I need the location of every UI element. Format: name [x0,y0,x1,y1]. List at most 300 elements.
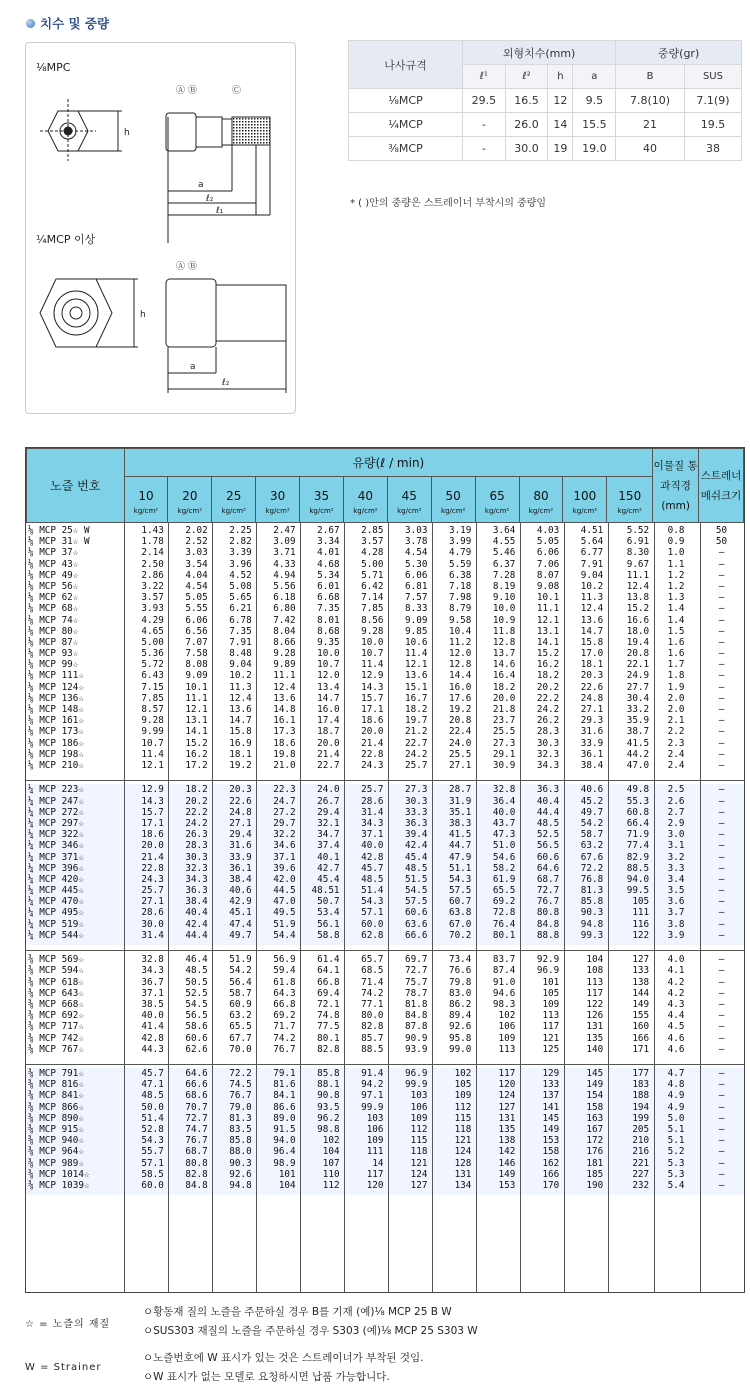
table-cell: 68.7 [185,1146,208,1158]
table-cell: 9.28 [141,715,164,727]
nozzle-number: ⅜ MCP 964☆ [28,1146,84,1158]
table-cell: 6.78 [229,614,252,626]
table-cell: 2.85 [361,525,384,536]
pressure-value: 25 [226,488,242,503]
dimension-table [348,40,742,161]
table-cell: 20.0 [141,840,164,852]
table-cell: 90.9 [405,1032,428,1044]
table-row [26,954,744,965]
table-cell: 111 [632,907,650,919]
table-cell: 36.3 [536,784,560,796]
table-cell: 74.7 [185,1123,208,1135]
table-cell: 109 [366,1135,384,1147]
group-separator [26,1064,744,1065]
table-cell: 1.1 [667,558,685,570]
table-cell: 11.4 [361,659,384,671]
table-cell: 39.4 [405,829,428,841]
table-cell: 6.06 [536,547,560,559]
table-cell: 54.3 [141,1135,164,1147]
table-cell: 72.7 [536,885,560,897]
table-cell: 12.4 [626,580,650,592]
table-cell: 126 [586,1010,604,1022]
marker-b: Ⓑ [188,86,198,96]
table-cell: 87.4 [492,965,516,977]
table-cell: – [718,737,725,749]
table-cell: 30.3 [536,737,560,749]
table-cell: 36.3 [185,885,208,897]
table-row [26,715,744,726]
pressure-unit: kg/cm² [484,506,510,515]
table-cell: 5.55 [185,603,208,615]
table-cell: 2.52 [185,536,208,548]
flow-table-header [26,448,744,523]
table-cell: 11.4 [405,648,428,660]
table-cell: – [718,1043,725,1055]
table-cell: 9.28 [361,625,384,637]
table-cell: 9.28 [273,648,296,660]
table-row [26,626,744,637]
table-cell: 16.1 [273,715,296,727]
table-cell: 54.4 [273,929,296,941]
table-cell: 71.7 [273,1021,296,1033]
table-row [26,930,744,941]
cell: 19 [548,137,573,161]
table-cell: 113 [542,1010,560,1022]
table-cell: 15.2 [185,737,208,749]
table-cell: 8.33 [405,603,428,615]
table-cell: 121 [454,1135,472,1147]
nozzle-number: ¼ MCP 247☆ [28,795,84,807]
table-cell: 4.8 [667,1079,685,1091]
table-cell: 232 [632,1179,650,1191]
table-cell: 149 [632,998,650,1010]
table-row [26,1135,744,1146]
table-cell: 6.06 [405,569,428,581]
table-cell: 25.5 [448,748,472,760]
table-cell: 102 [498,1010,516,1022]
table-cell: – [718,704,725,715]
table-cell: 31.6 [580,726,604,738]
table-cell: 5.36 [141,648,164,660]
table-cell: 10.0 [317,648,340,660]
table-cell: 171 [632,1043,650,1055]
table-cell: 58.8 [317,929,340,941]
nozzle-number: ⅛ MCP 74☆ [28,614,79,626]
table-cell: 80.0 [361,1010,384,1022]
nozzle-number: ¼ MCP 223☆ [28,784,84,796]
table-cell: 16.0 [448,681,472,693]
table-cell: – [718,681,725,693]
table-cell: 31.6 [229,840,252,852]
table-cell: 88.8 [536,929,560,941]
table-cell: 56.1 [317,918,340,930]
table-cell: 49.5 [273,907,296,919]
table-cell: 4.3 [667,998,685,1010]
table-cell: 149 [542,1123,560,1135]
table-row [26,1021,744,1032]
column-divider [124,523,125,1292]
table-cell: 40.6 [229,885,252,897]
table-cell: 74.8 [317,1010,340,1022]
table-cell: 106 [498,1021,516,1033]
table-cell: 2.02 [185,525,208,536]
table-cell: 49.8 [626,784,650,796]
table-cell: 37.1 [141,987,164,999]
table-cell: 87.8 [405,1021,428,1033]
table-cell: 10.7 [317,659,340,671]
table-cell: 66.6 [185,1079,208,1091]
table-cell: 49.7 [580,806,604,818]
table-cell: 11.2 [448,636,472,648]
table-cell: 82.8 [317,1043,340,1055]
table-cell: 70.0 [229,1043,252,1055]
table-cell: 22.2 [185,806,208,818]
table-cell: 2.47 [273,525,296,536]
nozzle-number: ¼ MCP 544☆ [28,929,84,941]
table-cell: 13.8 [626,592,650,604]
table-row [26,1146,744,1157]
table-cell: 3.6 [667,896,685,908]
table-cell: 15.8 [580,636,604,648]
table-cell: 24.2 [536,704,560,715]
table-cell: 80.8 [536,907,560,919]
table-cell: 17.1 [141,817,164,829]
table-cell: 8.04 [273,625,296,637]
table-cell: 14.3 [361,681,384,693]
table-cell: 115 [410,1135,428,1147]
outer-dim-header: 외형치수(mm) [463,41,616,65]
table-cell: 4.9 [667,1090,685,1102]
table-cell: 2.7 [667,806,685,818]
legend-line: ㅇ노즐번호에 W 표시가 있는 것은 스트레이너가 부착된 것임. [143,1352,424,1364]
pressure-header-cell [563,477,607,523]
table-cell: 12.4 [580,603,604,615]
table-cell: 1.8 [667,670,685,682]
table-cell: 40.0 [141,1010,164,1022]
table-cell: 72.8 [492,907,516,919]
table-cell: 5.30 [405,558,428,570]
nozzle-number: ¼ MCP 396☆ [28,862,84,874]
section-title-text: 치수 및 중량 [40,16,110,31]
table-cell: 99.5 [626,885,650,897]
table-cell: 50.5 [185,976,208,988]
table-cell: 7.58 [185,648,208,660]
table-row [26,784,744,795]
pressure-unit: kg/cm² [617,506,642,515]
cell: 26.0 [505,113,548,137]
table-cell: 47.1 [141,1079,164,1091]
table-cell: 3.71 [273,547,296,559]
nozzle-number: ¼ MCP 445☆ [28,885,84,897]
table-cell: 4.9 [667,1101,685,1113]
pressure-header-cell [212,477,256,523]
table-cell: 50.0 [141,1101,164,1113]
table-cell: – [718,829,725,841]
table-cell: 60.8 [626,806,650,818]
table-row [26,863,744,874]
table-cell: 93.5 [317,1101,340,1113]
table-row [26,907,744,918]
table-cell: 5.1 [667,1135,685,1147]
table-row [26,760,744,771]
table-cell: 185 [586,1168,604,1180]
pressure-unit: kg/cm² [572,506,598,515]
table-cell: 68.7 [536,873,560,885]
table-cell: 66.6 [405,929,428,941]
table-cell: 1.5 [667,625,685,637]
cell: 12 [548,89,573,113]
table-cell: 8.19 [492,580,516,592]
pressure-unit: kg/cm² [265,506,290,515]
table-cell: 34.6 [273,840,296,852]
nozzle-number: ⅜ MCP 668☆ [28,998,84,1010]
table-cell: 41.5 [448,829,472,841]
table-cell: 47.9 [448,851,472,863]
table-cell: 58.6 [185,1021,208,1033]
table-row [26,919,744,930]
table-cell: – [718,625,725,637]
table-cell: 10.1 [185,681,208,693]
table-cell: – [718,670,725,682]
table-row [26,704,744,715]
table-cell: – [718,603,725,615]
pressure-header-cell [168,477,212,523]
table-cell: 58.7 [580,829,604,841]
table-cell: 4.6 [667,1032,685,1044]
table-cell: – [718,784,725,796]
table-cell: 104 [322,1146,340,1158]
table-cell: 65.5 [492,885,516,897]
nozzle-number: ⅜ MCP 890☆ [28,1112,84,1124]
table-cell: 5.56 [273,580,296,592]
table-cell: 103 [410,1090,428,1102]
table-cell: 3.22 [141,580,164,592]
table-cell: 4.0 [667,954,685,966]
table-cell: 101 [542,976,560,988]
table-cell: 142 [498,1146,516,1158]
nozzle-number: ⅛ MCP 111☆ [28,670,84,682]
table-cell: 181 [586,1157,604,1169]
table-cell: 14.8 [273,704,296,715]
table-cell: 170 [542,1179,560,1191]
table-cell: 10.7 [141,737,164,749]
table-cell: 77.1 [361,998,384,1010]
table-cell: 72.1 [317,998,340,1010]
table-cell: 10.0 [492,603,516,615]
table-cell: 85.8 [580,896,604,908]
cell: 15.5 [573,113,616,137]
table-cell: 16.2 [185,748,208,760]
table-cell: – [718,1123,725,1135]
table-cell: 38.4 [185,896,208,908]
table-cell: 5.0 [667,1112,685,1124]
table-cell: 14.4 [448,670,472,682]
table-cell: 32.1 [317,817,340,829]
table-row [26,581,744,592]
table-cell: 44.4 [185,929,208,941]
table-cell: 5.52 [626,525,650,536]
table-cell: 88.5 [626,862,650,874]
nozzle-number: ⅛ MCP 80☆ [28,625,79,637]
table-cell: 118 [454,1123,472,1135]
table-cell: 45.7 [141,1068,164,1079]
table-cell: 3.0 [667,829,685,841]
table-cell: 3.93 [141,603,164,615]
table-cell: – [718,1157,725,1169]
table-cell: 41.5 [626,737,650,749]
table-cell: 91.5 [273,1123,296,1135]
table-cell: – [718,1010,725,1022]
table-cell: 25.7 [405,759,428,771]
table-cell: 11.1 [536,603,560,615]
table-cell: 117 [542,1021,560,1033]
table-cell: 155 [632,1010,650,1022]
nozzle-body-1 [166,113,196,151]
table-cell: 30.3 [185,851,208,863]
table-cell: 124 [454,1146,472,1158]
table-cell: 89.0 [273,1112,296,1124]
table-cell: 19.8 [273,748,296,760]
cell: 7.1(9) [684,89,741,113]
table-cell: 25.5 [492,726,516,738]
table-row [26,796,744,807]
cell: 19.5 [684,113,741,137]
table-cell: 4.7 [667,1068,685,1079]
table-cell: 2.4 [667,759,685,771]
table-cell: 163 [586,1112,604,1124]
table-row [26,1180,744,1191]
table-cell: 33.9 [580,737,604,749]
table-cell: 44.7 [448,840,472,852]
table-cell: 120 [498,1079,516,1091]
table-cell: – [718,1112,725,1124]
table-cell: 166 [632,1032,650,1044]
table-cell: – [718,659,725,671]
table-cell: 1.2 [667,580,685,592]
table-cell: 62.6 [185,1043,208,1055]
table-cell: 122 [632,929,650,941]
bullet-icon [26,19,35,28]
table-row [26,592,744,603]
table-cell: 85.8 [229,1135,252,1147]
column-divider [654,523,655,1292]
pressure-value: 100 [573,488,597,503]
table-cell: – [718,840,725,852]
nozzle-number: ⅜ MCP 742☆ [28,1032,84,1044]
pressure-value: 45 [401,488,417,503]
table-cell: 205 [632,1123,650,1135]
table-row [26,896,744,907]
table-cell: 54.2 [229,965,252,977]
table-cell: 18.0 [626,625,650,637]
column-divider [300,523,301,1292]
table-cell: 31.4 [361,806,384,818]
table-cell: 7.35 [229,625,252,637]
pressure-value: 65 [489,488,505,503]
table-cell: 85.7 [361,1032,384,1044]
column-divider [564,523,565,1292]
table-cell: – [718,692,725,704]
nozzle-number: ⅛ MCP 25☆ W [28,525,90,536]
table-cell: 17.6 [448,692,472,704]
table-cell: 44.5 [273,885,296,897]
table-cell: 52.5 [536,829,560,841]
table-cell: 28.7 [448,784,472,796]
table-cell: 3.19 [448,525,472,536]
table-cell: 3.9 [667,929,685,941]
table-row [26,1079,744,1090]
table-cell: 51.0 [492,840,516,852]
table-cell: 55.3 [626,795,650,807]
section-title [26,14,109,32]
table-cell: 32.8 [492,784,516,796]
nozzle-number: ¼ MCP 495☆ [28,907,84,919]
table-cell: 16.6 [626,614,650,626]
table-cell: 105 [454,1079,472,1091]
table-cell: 127 [498,1101,516,1113]
table-row [26,525,744,536]
drawing-label-2: ¼MCP 이상 [36,233,96,246]
table-cell: 27.1 [580,704,604,715]
table-cell: 76.8 [580,873,604,885]
pressure-header-cell [475,477,519,523]
table-cell: 38.5 [141,998,164,1010]
table-cell: 51.9 [229,954,252,966]
table-cell: 131 [498,1112,516,1124]
table-row [26,1068,744,1079]
table-cell: 108 [586,965,604,977]
legend-line: ㅇ황동재 질의 노즐을 주문하실 경우 B를 기재 (예)⅛ MCP 25 B W [143,1306,452,1318]
table-cell: 24.8 [229,806,252,818]
table-row [26,659,744,670]
cell: - [463,113,506,137]
table-cell: 68.5 [361,965,384,977]
table-cell: 66.4 [626,817,650,829]
nozzle-number: ⅜ MCP 915☆ [28,1123,84,1135]
table-cell: 122 [586,998,604,1010]
table-row [26,637,744,648]
table-cell: 13.7 [492,648,516,660]
table-row [26,648,744,659]
table-cell: 35.9 [626,715,650,727]
table-cell: 50 [715,525,728,536]
table-cell: 69.4 [317,987,340,999]
table-cell: 94.8 [229,1179,252,1191]
table-cell: 5.65 [229,592,252,604]
table-cell: 138 [498,1135,516,1147]
table-cell: 4.28 [361,547,384,559]
table-cell: 2.50 [141,558,164,570]
table-cell: 80.1 [492,929,516,941]
table-cell: – [718,726,725,738]
nozzle-number: ⅜ MCP 643☆ [28,987,84,999]
table-cell: 47.0 [273,896,296,908]
table-cell: 15.8 [229,726,252,738]
pressure-header-cell [431,477,475,523]
weight-header: 중량(gr) [616,41,742,65]
pressure-unit: kg/cm² [177,506,203,515]
table-cell: 29.1 [492,748,516,760]
nozzle-number: ⅜ MCP 767☆ [28,1043,84,1055]
table-cell: 4.4 [667,1010,685,1022]
table-cell: 5.72 [141,659,164,671]
table-cell: 60.9 [229,998,252,1010]
table-cell: 10.4 [448,625,472,637]
table-cell: 8.68 [317,625,340,637]
table-cell: 83.0 [448,987,472,999]
nozzle-number: ¼ MCP 519☆ [28,918,84,930]
table-cell: – [718,851,725,863]
